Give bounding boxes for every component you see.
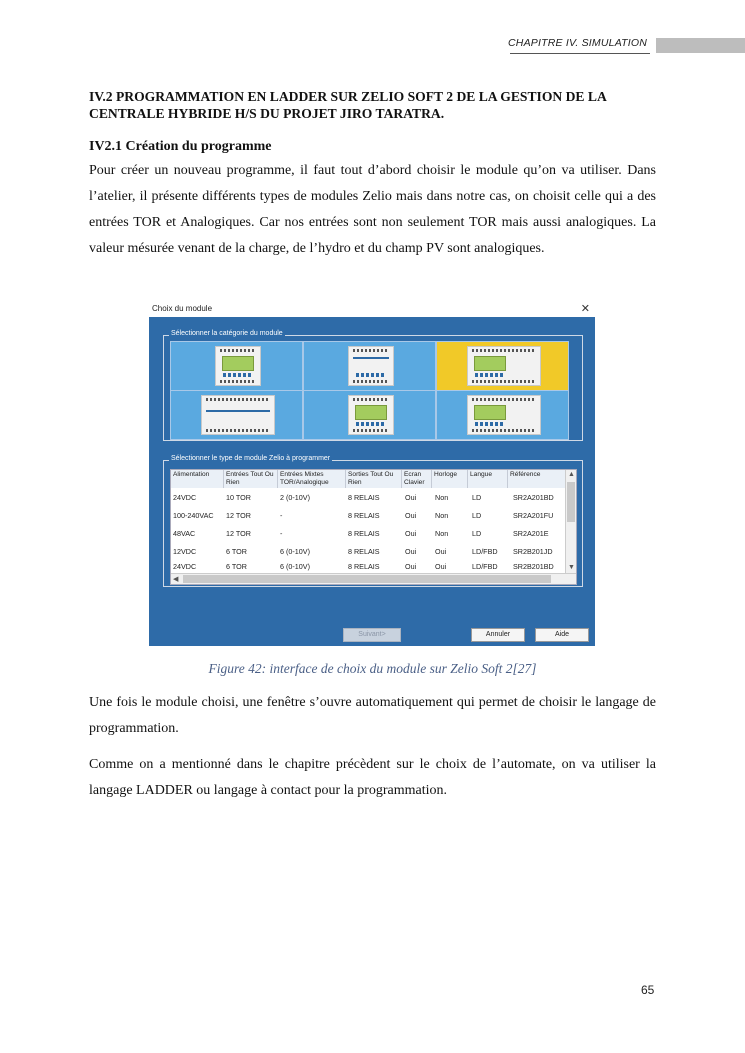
column-header[interactable]: Langue: [468, 470, 508, 488]
figure-caption: Figure 42: interface de choix du module sur Zelio Soft 2[27]: [208, 661, 537, 676]
cell: LD: [472, 493, 482, 502]
module-category-tile[interactable]: [170, 390, 303, 440]
cell: Non: [435, 493, 449, 502]
cell: Non: [435, 511, 449, 520]
cell: 12VDC: [173, 547, 197, 556]
module-image: [348, 395, 394, 435]
column-header[interactable]: Référence: [508, 470, 566, 488]
paragraph-ladder: Comme on a mentionné dans le chapitre précèdent sur le choix de l’automate, on va utiliser la langage LADDER ou langage à contact pour la programmation.: [89, 757, 656, 798]
cell: Oui: [405, 562, 417, 571]
module-type-group: [163, 455, 583, 587]
module-category-tile[interactable]: [303, 390, 436, 440]
column-header[interactable]: Alimentation: [171, 470, 224, 488]
module-image: [215, 346, 261, 386]
module-image: [467, 346, 541, 386]
cell: Oui: [405, 547, 417, 556]
module-category-tile[interactable]: [170, 341, 303, 391]
cancel-button[interactable]: Annuler: [471, 628, 525, 642]
subsection-title: IV2.1 Création du programme: [89, 139, 272, 154]
cell: Oui: [405, 493, 417, 502]
cell: Non: [435, 529, 449, 538]
paragraph-language: Une fois le module choisi, une fenêtre s’ouvre automatiquement qui permet de choisir le langage de programmation.: [89, 695, 656, 736]
table-header: [171, 470, 566, 488]
scroll-left-icon[interactable]: ◀: [173, 576, 179, 583]
module-table: [170, 469, 577, 585]
scroll-thumb[interactable]: [567, 482, 575, 522]
module-type-group-label: Sélectionner le type de module Zelio à programmer: [171, 455, 331, 462]
scroll-down-icon[interactable]: ▼: [568, 564, 575, 571]
cell: 48VAC: [173, 529, 196, 538]
scroll-up-icon[interactable]: ▲: [568, 471, 575, 478]
cell: 6 TOR: [226, 547, 247, 556]
column-header[interactable]: Horloge: [432, 470, 468, 488]
cell: 6 (0-10V): [280, 547, 310, 556]
scroll-thumb[interactable]: [183, 575, 551, 583]
cell: SR2A201BD: [513, 493, 554, 502]
cell: 8 RELAIS: [348, 547, 380, 556]
module-image: [348, 346, 394, 386]
cell: Oui: [435, 562, 447, 571]
cell: LD: [472, 529, 482, 538]
cell: 100-240VAC: [173, 511, 214, 520]
cell: Oui: [435, 547, 447, 556]
dialog-titlebar: [149, 301, 595, 317]
cell: LD/FBD: [472, 562, 498, 571]
module-category-tile[interactable]: [303, 341, 436, 391]
cell: 8 RELAIS: [348, 511, 380, 520]
dialog-title: Choix du module: [152, 304, 213, 313]
paragraph-intro: Pour créer un nouveau programme, il faut tout d’abord choisir le module qu’on va utiliser. Dans l’atelier, il présente différents types de modules Zelio mais dans notre cas, on choisit celle qui a des entrées TOR et Analogiques. Car nos entrées sont non seulement TOR mais aussi analogiques. La valeur mésurée venant de la charge, de l’hydro et du champ PV sont analogiques.: [89, 163, 656, 256]
cell: LD/FBD: [472, 547, 498, 556]
cell: 24VDC: [173, 562, 197, 571]
cell: 6 (0-10V): [280, 562, 310, 571]
cell: 6 TOR: [226, 562, 247, 571]
page-header: [0, 34, 745, 54]
table-row[interactable]: [171, 525, 566, 543]
cell: 12 TOR: [226, 529, 251, 538]
column-header[interactable]: Sorties Tout Ou Rien: [346, 470, 402, 488]
cell: LD: [472, 511, 482, 520]
cell: SR2B201BD: [513, 562, 554, 571]
table-row[interactable]: [171, 489, 566, 507]
cell: 8 RELAIS: [348, 529, 380, 538]
cell: 8 RELAIS: [348, 562, 380, 571]
next-button[interactable]: Suivant>: [343, 628, 401, 642]
module-category-tile[interactable]: [436, 390, 569, 440]
horizontal-scrollbar[interactable]: [171, 573, 576, 584]
cell: -: [280, 529, 283, 538]
column-header[interactable]: Entrées Tout Ou Rien: [224, 470, 278, 488]
module-choice-dialog: [149, 301, 595, 646]
column-header[interactable]: Entrées Mixtes TOR/Analogique: [278, 470, 346, 488]
cell: SR2B201JD: [513, 547, 553, 556]
help-button[interactable]: Aide: [535, 628, 589, 642]
section-title: IV.2 PROGRAMMATION EN LADDER SUR ZELIO SOFT 2 DE LA GESTION DE LA CENTRALE HYBRIDE H/S DU PROJET JIRO TARATRA.: [89, 89, 607, 121]
cell: 2 (0-10V): [280, 493, 310, 502]
page-number: 65: [641, 983, 655, 997]
module-image: [201, 395, 275, 435]
column-header[interactable]: Ecran Clavier: [402, 470, 432, 488]
cell: Oui: [405, 529, 417, 538]
cell: 10 TOR: [226, 493, 251, 502]
close-icon[interactable]: ✕: [580, 303, 590, 315]
category-group: [163, 330, 583, 441]
category-group-label: Sélectionner la catégorie du module: [171, 330, 283, 337]
header-rule: [510, 53, 650, 54]
cell: 8 RELAIS: [348, 493, 380, 502]
table-row[interactable]: [171, 507, 566, 525]
cell: SR2A201E: [513, 529, 549, 538]
chapter-title: CHAPITRE IV. SIMULATION: [508, 37, 647, 49]
module-category-tile-selected[interactable]: [436, 341, 569, 391]
cell: SR2A201FU: [513, 511, 554, 520]
vertical-scrollbar[interactable]: [565, 470, 576, 574]
cell: 12 TOR: [226, 511, 251, 520]
cell: Oui: [405, 511, 417, 520]
module-image: [467, 395, 541, 435]
cell: 24VDC: [173, 493, 197, 502]
header-bar: [656, 38, 745, 53]
cell: -: [280, 511, 283, 520]
